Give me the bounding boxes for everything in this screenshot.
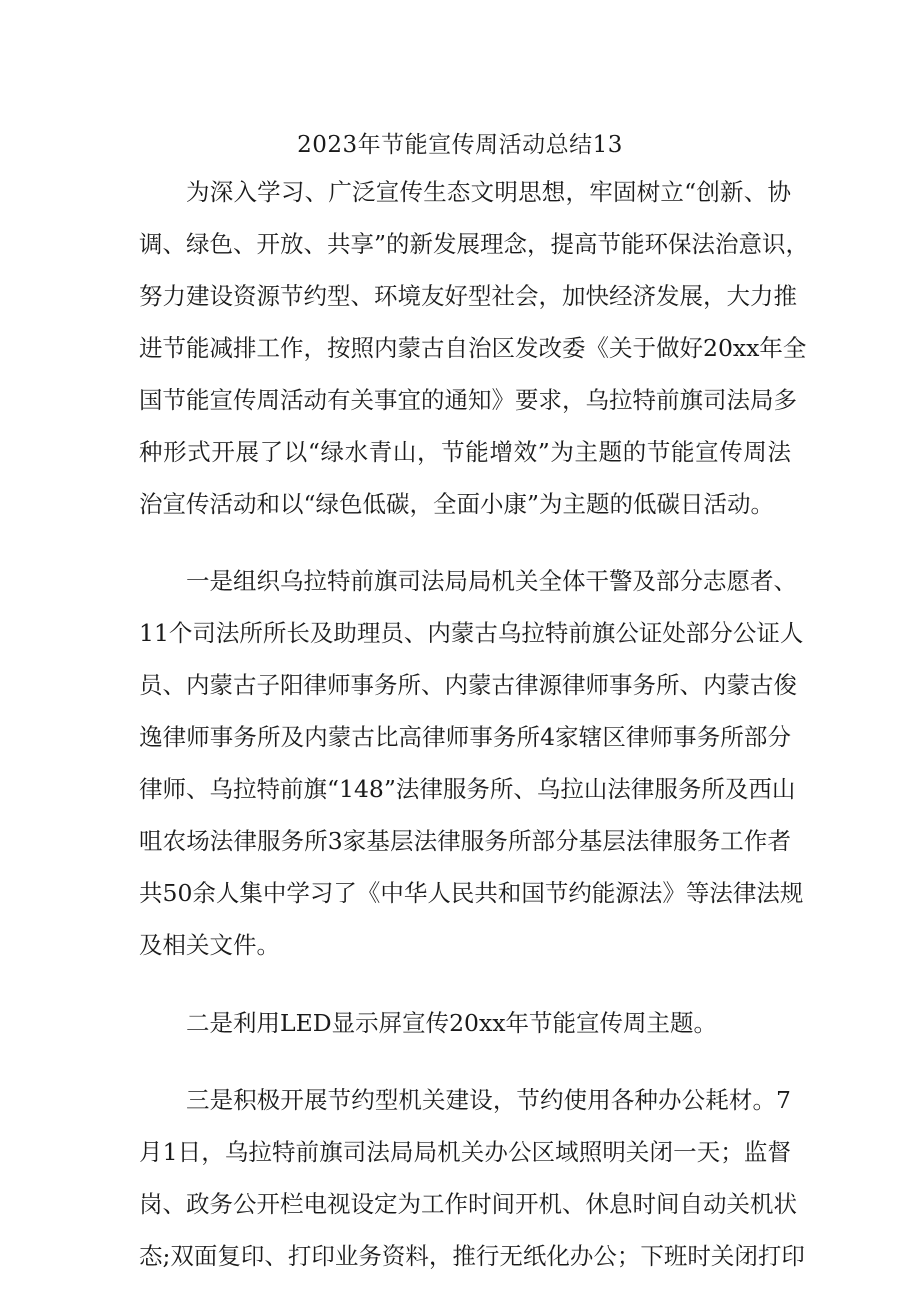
paragraph-1-line-3: 努力建设资源节约型、环境友好型社会，加快经济发展，大力推: [139, 282, 797, 310]
paragraph-2-line-4: 逸律师事务所及内蒙古比高律师事务所4家辖区律师事务所部分: [139, 723, 791, 751]
paragraph-2-line-3: 员、内蒙古子阳律师事务所、内蒙古律源律师事务所、内蒙古俊: [139, 671, 797, 699]
paragraph-2-line-7: 共50余人集中学习了《中华人民共和国节约能源法》等法律法规: [139, 879, 804, 907]
paragraph-2-line-6: 咀农场法律服务所3家基层法律服务所部分基层法律服务工作者: [139, 827, 791, 855]
paragraph-1-line-6: 种形式开展了以“绿水青山，节能增效”为主题的节能宣传周法: [139, 438, 791, 466]
paragraph-2-line-1: 一是组织乌拉特前旗司法局局机关全体干警及部分志愿者、: [186, 567, 797, 595]
paragraph-2-line-5: 律师、乌拉特前旗“148”法律服务所、乌拉山法律服务所及西山: [139, 775, 796, 803]
paragraph-2-line-8: 及相关文件。: [139, 931, 280, 959]
paragraph-4-line-3: 岗、政务公开栏电视设定为工作时间开机、休息时间自动关机状: [139, 1190, 797, 1218]
paragraph-1-line-4: 进节能减排工作，按照内蒙古自治区发改委《关于做好20xx年全: [139, 334, 807, 362]
paragraph-3-line-1: 二是利用LED显示屏宣传20xx年节能宣传周主题。: [186, 1009, 718, 1037]
paragraph-4-line-4: 态;双面复印、打印业务资料，推行无纸化办公；下班时关闭打印: [139, 1242, 805, 1270]
paragraph-2-line-2: 11个司法所所长及助理员、内蒙古乌拉特前旗公证处部分公证人: [139, 619, 804, 647]
document-title: 2023年节能宣传周活动总结13: [297, 132, 623, 158]
paragraph-1-line-1: 为深入学习、广泛宣传生态文明思想，牢固树立“创新、协: [186, 178, 791, 206]
paragraph-1-line-5: 国节能宣传周活动有关事宜的通知》要求，乌拉特前旗司法局多: [139, 386, 797, 414]
paragraph-4-line-1: 三是积极开展节约型机关建设，节约使用各种办公耗材。7: [186, 1086, 791, 1114]
paragraph-1-line-7: 治宣传活动和以“绿色低碳，全面小康”为主题的低碳日活动。: [139, 490, 775, 518]
paragraph-4-line-2: 月1日，乌拉特前旗司法局局机关办公区域照明关闭一天；监督: [139, 1138, 791, 1166]
paragraph-1-line-2: 调、绿色、开放、共享”的新发展理念，提高节能环保法治意识，: [139, 230, 810, 258]
